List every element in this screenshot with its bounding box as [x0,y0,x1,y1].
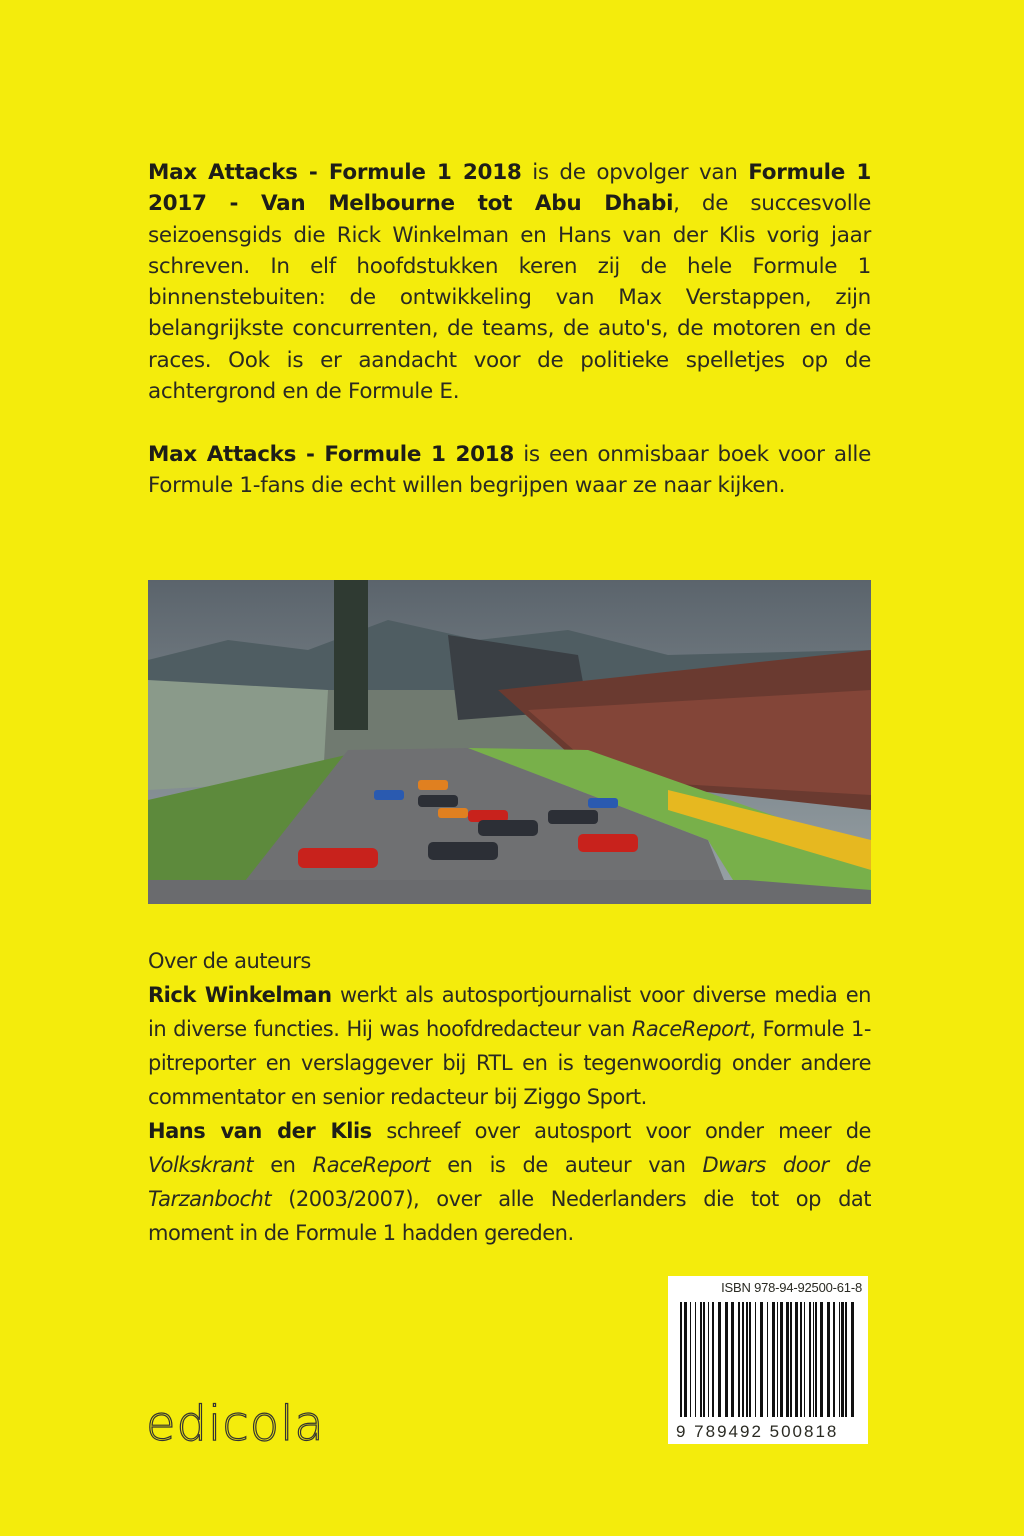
barcode-bars [678,1302,860,1417]
barcode-bar [809,1302,811,1417]
barcode-bar [800,1302,802,1417]
barcode-bar [755,1302,756,1417]
barcode-bar [749,1302,751,1417]
book-title: Max Attacks - Formule 1 2018 [148,442,515,467]
barcode-bar [703,1302,705,1417]
barcode-bar [700,1302,702,1417]
barcode-bar [839,1302,840,1417]
blurb-text: is de opvolger van [521,160,749,185]
barcode-bar [708,1302,709,1417]
bio-text: en is de auteur van [430,1153,703,1177]
barcode-bar [833,1302,835,1417]
author-bio-hans [148,1114,871,1250]
bio-text: , Formule 1-pitreporter en verslaggever bij RTL en is tegenwoordig onder andere commentator en senior redacteur bij Ziggo Sport. [148,1017,871,1109]
blurb-text: is een onmisbaar boek voor alle Formule 1-fans die echt willen begrijpen waar ze naar kijken. [148,442,871,499]
barcode-bar [790,1302,792,1417]
previous-book-title: Formule 1 2017 - Van Melbourne tot Abu Dhabi [148,160,871,217]
barcode-bar [712,1302,714,1417]
barcode-bar [813,1302,814,1417]
isbn-barcode [668,1276,868,1444]
bio-text: werkt als autosportjournalist voor diverse media en in diverse functies. Hij was hoofdredacteur van [148,983,871,1041]
authors-heading: Over de auteurs [148,949,311,973]
about-authors [148,944,871,1250]
barcode-bar [820,1302,823,1417]
publication-title: RaceReport [312,1153,431,1177]
blurb-paragraph-2 [148,439,871,502]
barcode-bar [767,1302,768,1417]
publisher-logo: edicola [146,1396,325,1452]
bio-text: (2003/2007), over alle Nederlanders die tot op dat moment in de Formule 1 hadden gereden. [148,1187,871,1245]
barcode-bar [777,1302,778,1417]
author-bio-rick [148,978,871,1114]
publication-title: Volkskrant [148,1153,254,1177]
barcode-bar [772,1302,775,1417]
barcode-bar [718,1302,721,1417]
bio-text: en [253,1153,313,1177]
barcode-bar [731,1302,734,1417]
barcode-bar [841,1302,844,1417]
barcode-bar [827,1302,830,1417]
blurb-text: , de succesvolle seizoensgids die Rick Winkelman en Hans van der Klis vorig jaar schreven. In elf hoofdstukken keren zij de hele Formule 1 binnenstebuiten: de ontwikkeling van Max Verstappen, zijn belangrijkste concurrenten, de teams, de auto's, de motoren en de races. Ook is er aandacht voor de politieke spelletjes op de achtergrond en de Formule E. [148,191,872,405]
ean-number: 9 789492 500818 [676,1422,839,1441]
bio-text: schreef over autosport voor onder meer de [371,1119,871,1143]
publication-title: RaceReport [631,1017,750,1041]
barcode-bar [690,1302,691,1417]
author-name: Hans van der Klis [148,1119,372,1143]
race-start-photo [148,580,871,904]
barcode-bar [680,1302,682,1417]
barcode-bar [786,1302,789,1417]
barcode-bar [695,1302,696,1417]
author-name: Rick Winkelman [148,983,332,1007]
barcode-bar [746,1302,748,1417]
book-title: Max Attacks - Formule 1 2018 [148,160,522,185]
barcode-bar [851,1302,854,1417]
barcode-bar [780,1302,783,1417]
barcode-bar [845,1302,847,1417]
barcode-bar [795,1302,798,1417]
barcode-bar [684,1302,687,1417]
isbn-text: ISBN 978-94-92500-61-8 [721,1280,862,1295]
barcode-bar [760,1302,763,1417]
barcode-bar [742,1302,744,1417]
barcode-bar [725,1302,728,1417]
barcode-bar [738,1302,740,1417]
barcode-bar [815,1302,817,1417]
book-title: Dwars door de Tarzanbocht [148,1153,871,1211]
barcode-bar [804,1302,805,1417]
blurb-paragraph-1 [148,157,871,407]
